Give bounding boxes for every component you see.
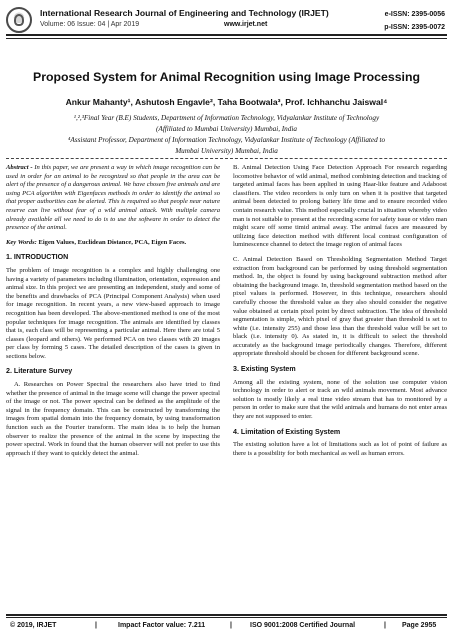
e-issn: e-ISSN: 2395-0056 [384,11,445,18]
footer-rule-thin [6,617,447,618]
volume-issue: Volume: 06 Issue: 04 | Apr 2019 [40,21,140,28]
literature-survey-heading: 2. Literature Survey [6,367,73,376]
p-issn: p-ISSN: 2395-0072 [384,24,445,31]
footer-rule-thick [6,614,447,616]
introduction-heading: 1. INTRODUCTION [6,253,69,262]
literature-survey-text: A. Researches on Power Spectral the researchers also have tried to find whether the presence of animal in the image scene will change the power spectral of the image or not. The power spectral can be defined as the amplitude of the signal in the frequency domain. This can be constructed by transforming the images from spatial domain into the frequency domain, by using transformation function such as the Fourier transform. The main idea is to help the human observer to realize the presence of the animal in the scene by inspecting the power spectral. Work in found that the human observer will not prefer to use this approach if they want to quickly detect the animal. [6,381,220,457]
footer-iso: ISO 9001:2008 Certified Journal [250,622,356,629]
footer-divider: | [95,622,97,629]
footer-divider: | [384,622,386,629]
thresholding-paragraph: C. Animal Detection Based on Thresholding Segmentation Method Target extraction from background can be performed by using threshold segmentation method. In, the object is found by using background subtraction method after obtaining the background image. In, threshold segmentation method based on the pixel values is performed. However, in this technique, researchers should carefully choose the threshold value as they also should consider the negative value obtained at certain pixel point by direct subtraction. The idea of threshold segmentation is simple, which pixel of gray that greater than threshold is set to white (i.e. intensity 255) and those less than the threshold value will be set to black (i.e. intensity 0). As stated in, it is difficult to select the threshold accurately as the background image periodically changes. Therefore, different appropriate threshold should be chosen for different background scene. [233,255,447,358]
abstract-label: Abstract - [6,164,33,171]
journal-website[interactable]: www.irjet.net [224,21,268,28]
keywords [6,239,220,248]
page-footer [0,620,453,634]
keywords-text: Eigen Values, Euclidean Distance, PCA, Eigen Faces. [36,238,187,246]
section-separator [6,158,447,159]
limitation-text: The existing solution have a lot of limitations such as lot of point of failure as there is a possibility for both mechanical as well as human errors. [233,441,447,457]
limitation-heading: 4. Limitation of Existing System [233,427,341,436]
footer-page-number: Page 2955 [402,622,437,629]
journal-name: International Research Journal of Engineering and Technology (IRJET) [40,8,329,18]
abstract [6,164,220,233]
logo-figure-icon [14,14,24,26]
paper-title: Proposed System for Animal Recognition using Image Processing [33,70,420,84]
footer-impact-factor: Impact Factor value: 7.211 [118,622,206,629]
existing-system-text: Among all the existing system, none of the solution use computer vision technology in order to alert or track an wild animals movement. Most advance solution is mostly likely a real time video stream that has to monitored by a person in order to make sure that the wild animals and humans do not enter areas they are not supposed to enter. [233,378,447,421]
abstract-text: In this paper, we are present a way in which image recognition can be used in order for an animal to be recognized so that people in the area can be alert of the presence of a dangerous animal. We have chosen five animals and are using PCA algorithm with Eigenfaces methods in order to identify the animal so that proper authorities can be alerted. This is required so that people near nature reserve can live without fear of a wild animal attack. With multiple camera already available all we need to do is to use the software in order to detect the presence of the animal. [6,164,221,232]
irjet-logo [6,7,32,33]
affiliation-line-2: (Affiliated to Mumbai University) Mumbai, India [156,125,297,133]
introduction-text: The problem of image recognition is a complex and highly challenging one having a variety of parameters including illumination, orientation, expression and animal size. In this project we are presenting an independent, study and some of the benefits and drawbacks of PCA (Principal Component Analysis) when used for image recognition. In recent years, a new view-based approach to image recognition has been developed. The above-mentioned method is one of the most popular techniques for image recognition. The animals are identified by classes that is, each class will be representing a particular animal. Here there are total 5 classes (leopard and others). We performed PCA on two classes with 20 images per class by forming 5 cases. The detailed description of the cases is given in sections below. [6,266,220,360]
keywords-label: Key Words: [6,238,37,246]
paper-authors: Ankur Mahanty¹, Ashutosh Engavle², Taha Bootwala³, Prof. Ichhanchu Jaiswal⁴ [65,97,388,107]
left-column [6,164,220,464]
footer-divider: | [230,622,232,629]
existing-system-heading: 3. Existing System [233,365,296,374]
header-rule-thin [6,38,447,39]
issn-block [384,8,445,34]
affiliation-line-3: ⁴Assistant Professor, Department of Information Technology, Vidyalankar Institute of Technology (Affiliated to [67,136,386,144]
affiliation-line-1: ¹,²,³Final Year (B.E) Students, Department of Information Technology, Vidyalankar Institute of Technology [73,114,380,122]
affiliation-line-4: Mumbai University) Mumbai, India [175,147,278,155]
face-detection-paragraph: B. Animal Detection Using Face Detection Approach For research regarding locomotive behavior of wild animal, method combining detection and tracking of targeted animal faces has been applied in using Haar-like feature and Adaboost classifiers. The video recorders is only turn on when it is positive that targeted animal been detected to prolong battery life time and to ensure recorded video contain research value. This method especially crucial in situation whereby video man is not suitable to present at the recording scene for safety issue or video man might scare off some timid animal away. The animal faces are measured by utilizing face detection method with different local contrast configuration of luminescence channel to detect the image region of animal faces [233,164,447,249]
footer-copyright: © 2019, IRJET [10,622,57,629]
right-column [233,164,447,464]
header-rule-thick [6,34,447,36]
